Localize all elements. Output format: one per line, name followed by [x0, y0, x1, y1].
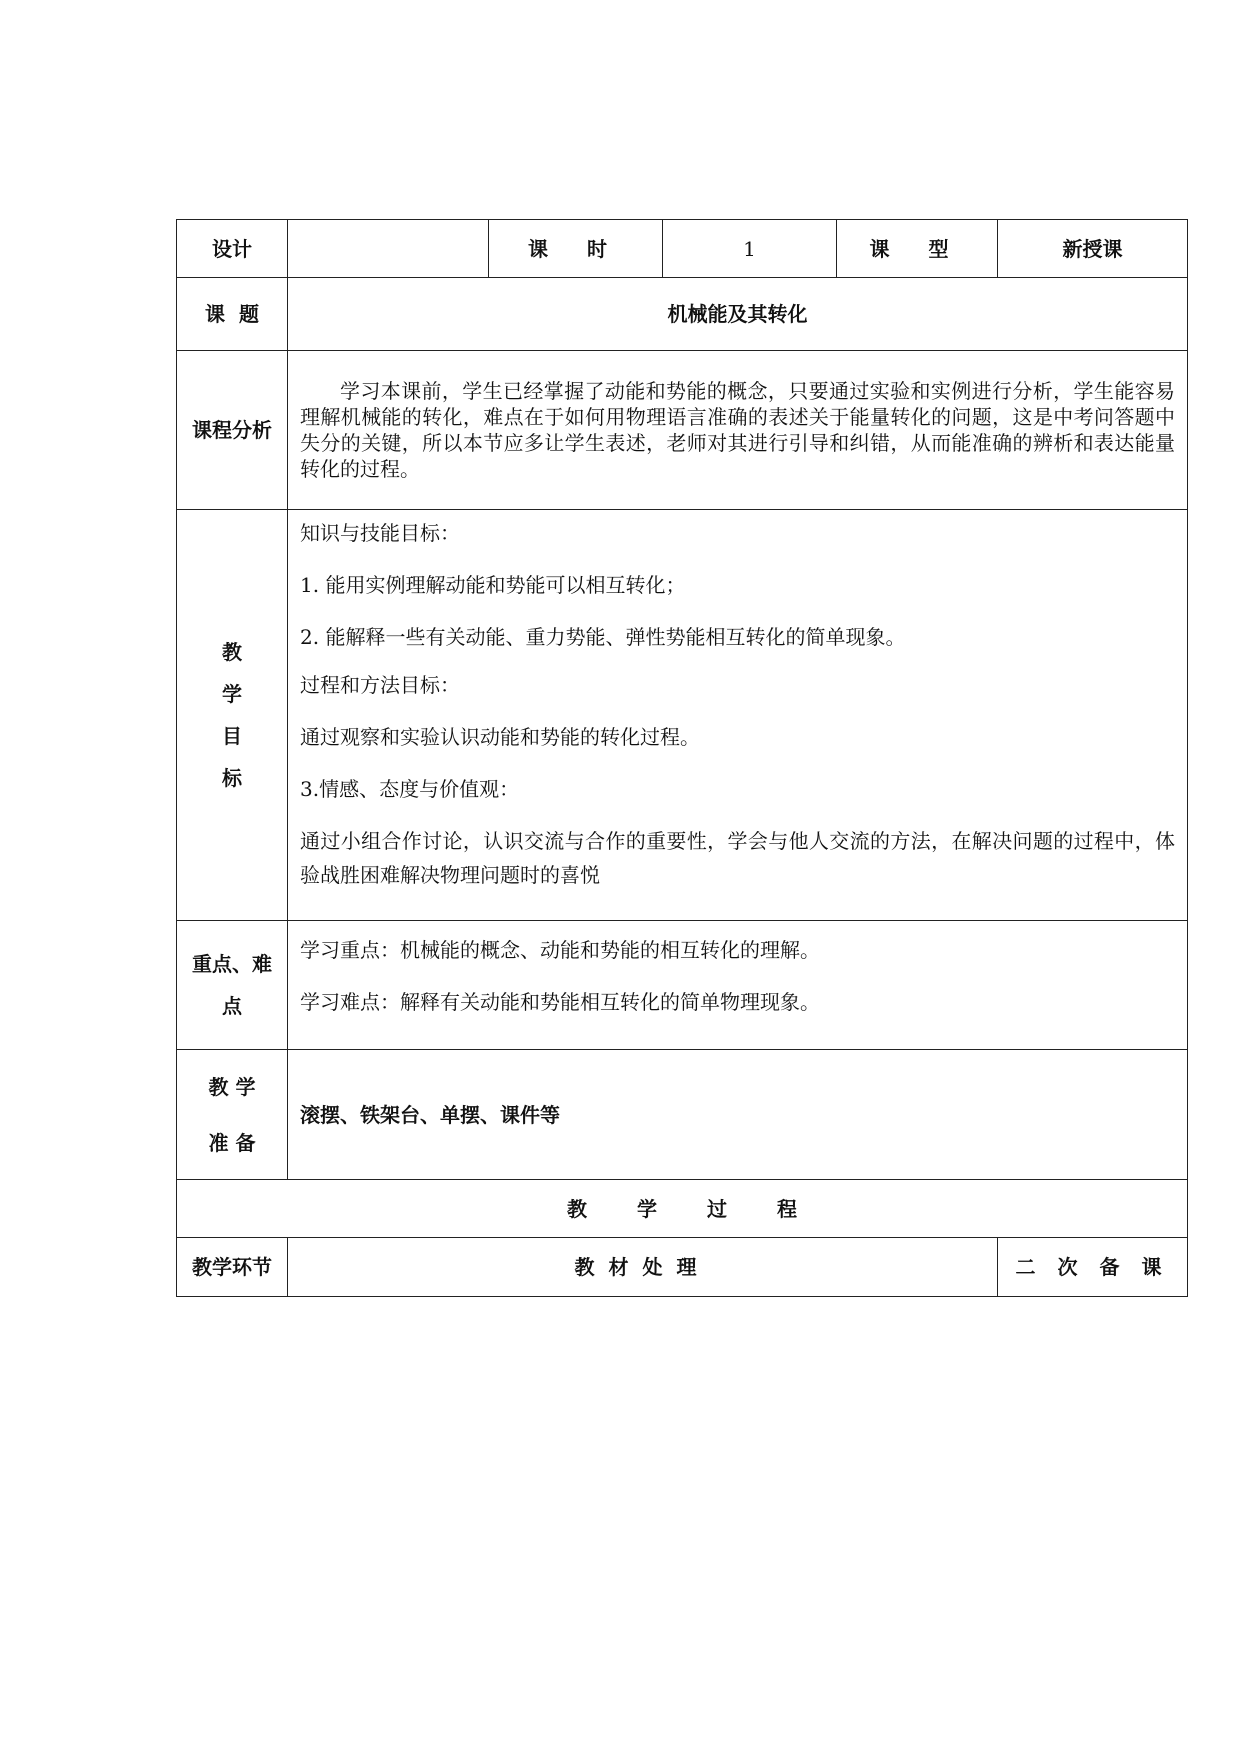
- objectives-label: [177, 510, 288, 921]
- objectives-cell: [288, 510, 1188, 921]
- topic-label: 课 题: [177, 278, 288, 351]
- lesson-plan-table: [176, 219, 1188, 1297]
- objectives-label-char: 学: [222, 682, 242, 706]
- objective-item: 通过观察和实验认识动能和势能的转化过程。: [300, 725, 700, 749]
- design-value: [288, 220, 489, 278]
- key-focus: 学习重点：机械能的概念、动能和势能的相互转化的理解。: [300, 938, 820, 962]
- key-points-label-line: 点: [222, 994, 242, 1018]
- objective-item: 通过小组合作讨论，认识交流与合作的重要性，学会与他人交流的方法，在解决问题的过程中，体验战胜困难解决物理问题时的喜悦: [300, 829, 1175, 887]
- analysis-text: 学习本课前，学生已经掌握了动能和势能的概念，只要通过实验和实例进行分析，学生能容易理解机械能的转化，难点在于如何用物理语言准确的表述关于能量转化的问题，这是中考问答题中失分的关键，所以本节应多让学生表述，老师对其进行引导和纠错，从而能准确的辨析和表达能量转化的过程。: [300, 379, 1175, 481]
- objective-heading: 3.情感、态度与价值观：: [300, 777, 520, 801]
- objectives-label-char: 教: [222, 640, 242, 664]
- objectives-label-char: 目: [222, 724, 242, 748]
- lesson-plan-page: [176, 219, 1187, 1297]
- key-points-row: [177, 921, 1188, 1050]
- objectives-row: [177, 510, 1188, 921]
- objective-heading: 知识与技能目标：: [300, 521, 460, 545]
- preparation-label-line: 准 备: [208, 1130, 256, 1155]
- process-col-material: 教材处理: [288, 1238, 998, 1297]
- period-label: 课 时: [489, 220, 663, 278]
- process-header-row: [177, 1238, 1188, 1297]
- preparation-value: 滚摆、铁架台、单摆、课件等: [288, 1050, 1188, 1180]
- process-title-row: [177, 1180, 1188, 1238]
- analysis-row: [177, 351, 1188, 510]
- type-value: 新授课: [998, 220, 1188, 278]
- process-title: 教学过程: [177, 1180, 1188, 1238]
- key-points-label: [177, 921, 288, 1050]
- objective-heading: 过程和方法目标：: [300, 673, 460, 697]
- key-difficulty: 学习难点：解释有关动能和势能相互转化的简单物理现象。: [300, 990, 820, 1014]
- process-col-stage: 教学环节: [177, 1238, 288, 1297]
- header-row: [177, 220, 1188, 278]
- preparation-label: [177, 1050, 288, 1180]
- analysis-label: 课程分析: [177, 351, 288, 510]
- key-points-cell: [288, 921, 1188, 1050]
- process-col-revision: 二次备课: [998, 1238, 1188, 1297]
- key-points-label-line: 重点、难: [192, 952, 272, 976]
- type-label: 课 型: [837, 220, 998, 278]
- objective-item: 1. 能用实例理解动能和势能可以相互转化；: [300, 573, 686, 597]
- objective-item: 2. 能解释一些有关动能、重力势能、弹性势能相互转化的简单现象。: [300, 625, 906, 649]
- analysis-cell: [288, 351, 1188, 510]
- period-value: 1: [663, 220, 837, 278]
- topic-row: [177, 278, 1188, 351]
- design-label: 设计: [177, 220, 288, 278]
- objectives-label-char: 标: [222, 766, 242, 790]
- preparation-label-line: 教 学: [208, 1074, 256, 1099]
- preparation-row: [177, 1050, 1188, 1180]
- topic-value: 机械能及其转化: [288, 278, 1188, 351]
